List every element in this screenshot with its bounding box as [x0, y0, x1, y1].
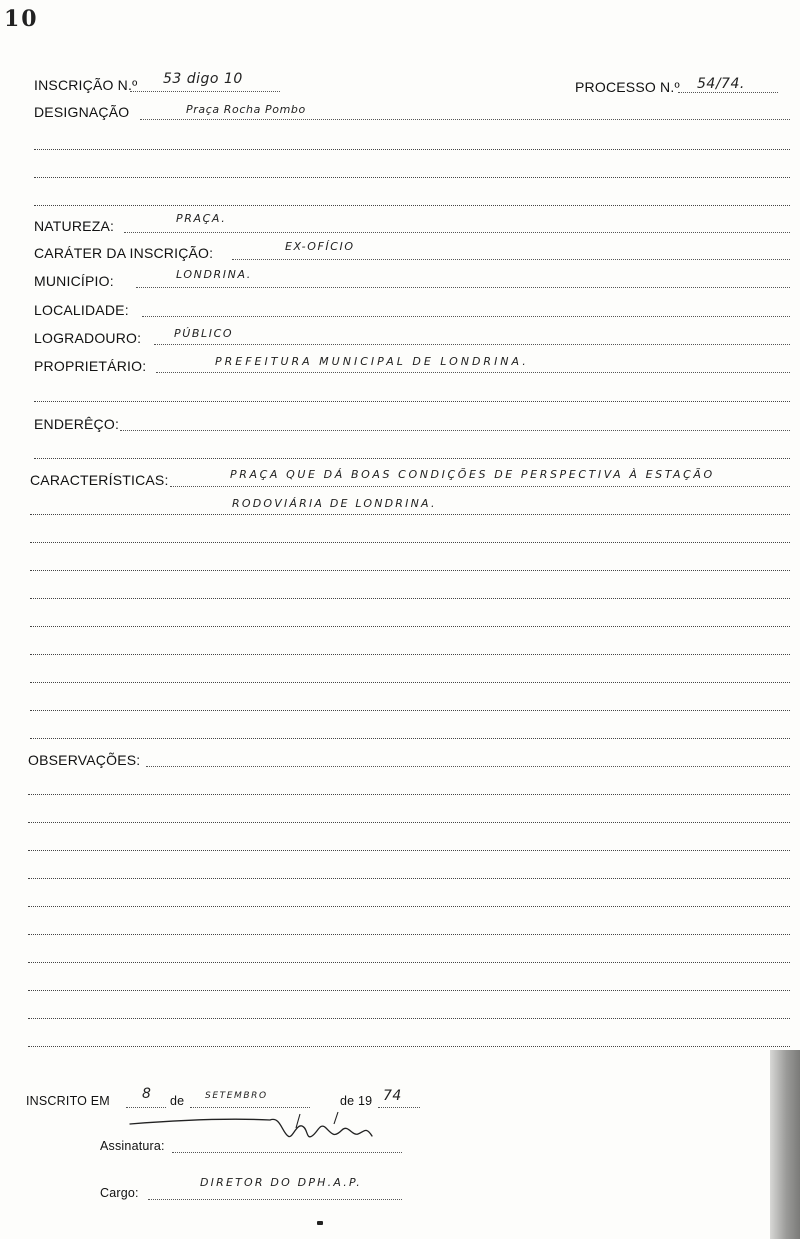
- caracteristicas-extra-line-1: [30, 514, 790, 515]
- proprietario-line: [156, 372, 790, 373]
- municipio-label: MUNICÍPIO:: [34, 273, 114, 289]
- endereco-line: [120, 430, 790, 431]
- caracteristicas-extra-line-6: [30, 654, 790, 655]
- caracteristicas-extra-line-7: [30, 682, 790, 683]
- inscrito-label: INSCRITO EM: [26, 1094, 110, 1108]
- observacoes-extra-line-4: [28, 878, 790, 879]
- natureza-label: NATUREZA:: [34, 218, 115, 234]
- designacao-line: [140, 119, 790, 120]
- de-label-2: de 19: [340, 1094, 373, 1108]
- proprietario-extra-line: [34, 401, 790, 402]
- proprietario-label: PROPRIETÁRIO:: [34, 358, 147, 374]
- processo-label: PROCESSO N.º: [575, 79, 680, 95]
- cargo-label: Cargo:: [100, 1186, 139, 1200]
- inscrito-year: 74: [383, 1088, 402, 1104]
- caracteristicas-extra-line-4: [30, 598, 790, 599]
- observacoes-extra-line-2: [28, 822, 790, 823]
- carater-line: [232, 259, 790, 260]
- de-label-1: de: [170, 1094, 185, 1108]
- observacoes-extra-line-9: [28, 1018, 790, 1019]
- observacoes-extra-line-7: [28, 962, 790, 963]
- caracteristicas-value-line-1: PRAÇA QUE DÁ BOAS CONDIÇÕES DE PERSPECTIVA À ESTAÇÃO: [230, 468, 715, 481]
- cargo-line: [148, 1199, 402, 1200]
- carater-label: CARÁTER DA INSCRIÇÃO:: [34, 245, 214, 261]
- caracteristicas-line: [170, 486, 790, 487]
- observacoes-extra-line-3: [28, 850, 790, 851]
- logradouro-line: [154, 344, 790, 345]
- caracteristicas-extra-line-2: [30, 542, 790, 543]
- observacoes-label: OBSERVAÇÕES:: [28, 752, 141, 768]
- cargo-value: DIRETOR DO DPH.A.P.: [200, 1176, 362, 1189]
- observacoes-extra-line-5: [28, 906, 790, 907]
- inscrito-month: SETEMBRO: [205, 1091, 268, 1101]
- ink-dot: [317, 1221, 323, 1225]
- proprietario-value: PREFEITURA MUNICIPAL DE LONDRINA.: [215, 355, 529, 368]
- natureza-value: PRAÇA.: [176, 212, 227, 225]
- caracteristicas-extra-line-8: [30, 710, 790, 711]
- designacao-value: Praça Rocha Pombo: [186, 103, 306, 116]
- endereco-label: ENDERÊÇO:: [34, 416, 120, 432]
- caracteristicas-extra-line-3: [30, 570, 790, 571]
- natureza-line: [124, 232, 790, 233]
- endereco-extra-line: [34, 458, 790, 459]
- caracteristicas-extra-line-5: [30, 626, 790, 627]
- observacoes-extra-line-8: [28, 990, 790, 991]
- assinatura-label: Assinatura:: [100, 1139, 165, 1153]
- designacao-extra-line-3: [34, 205, 790, 206]
- observacoes-extra-line-6: [28, 934, 790, 935]
- localidade-line: [142, 316, 790, 317]
- handwritten-signature: [120, 1106, 390, 1156]
- caracteristicas-extra-line-9: [30, 738, 790, 739]
- processo-line: [678, 92, 778, 93]
- logradouro-label: LOGRADOURO:: [34, 330, 142, 346]
- inscricao-value: 53 digo 10: [163, 71, 243, 87]
- caracteristicas-value-line-2: RODOVIÁRIA DE LONDRINA.: [232, 497, 437, 510]
- localidade-label: LOCALIDADE:: [34, 302, 129, 318]
- inscricao-line: [130, 91, 280, 92]
- designacao-extra-line-1: [34, 149, 790, 150]
- designacao-label: DESIGNAÇÃO: [34, 104, 130, 120]
- processo-value: 54/74.: [697, 76, 745, 92]
- carater-value: EX-OFÍCIO: [285, 240, 355, 253]
- caracteristicas-label: CARACTERÍSTICAS:: [30, 472, 169, 488]
- inscrito-day: 8: [142, 1086, 152, 1102]
- observacoes-line: [146, 766, 790, 767]
- designacao-extra-line-2: [34, 177, 790, 178]
- logradouro-value: PÚBLICO: [174, 327, 234, 340]
- observacoes-extra-line-1: [28, 794, 790, 795]
- observacoes-extra-line-10: [28, 1046, 790, 1047]
- page-number: 10: [4, 6, 39, 32]
- inscricao-label: INSCRIÇÃO N.º: [34, 77, 138, 93]
- scan-shadow-edge: [770, 1050, 800, 1239]
- municipio-line: [136, 287, 790, 288]
- municipio-value: LONDRINA.: [176, 268, 252, 281]
